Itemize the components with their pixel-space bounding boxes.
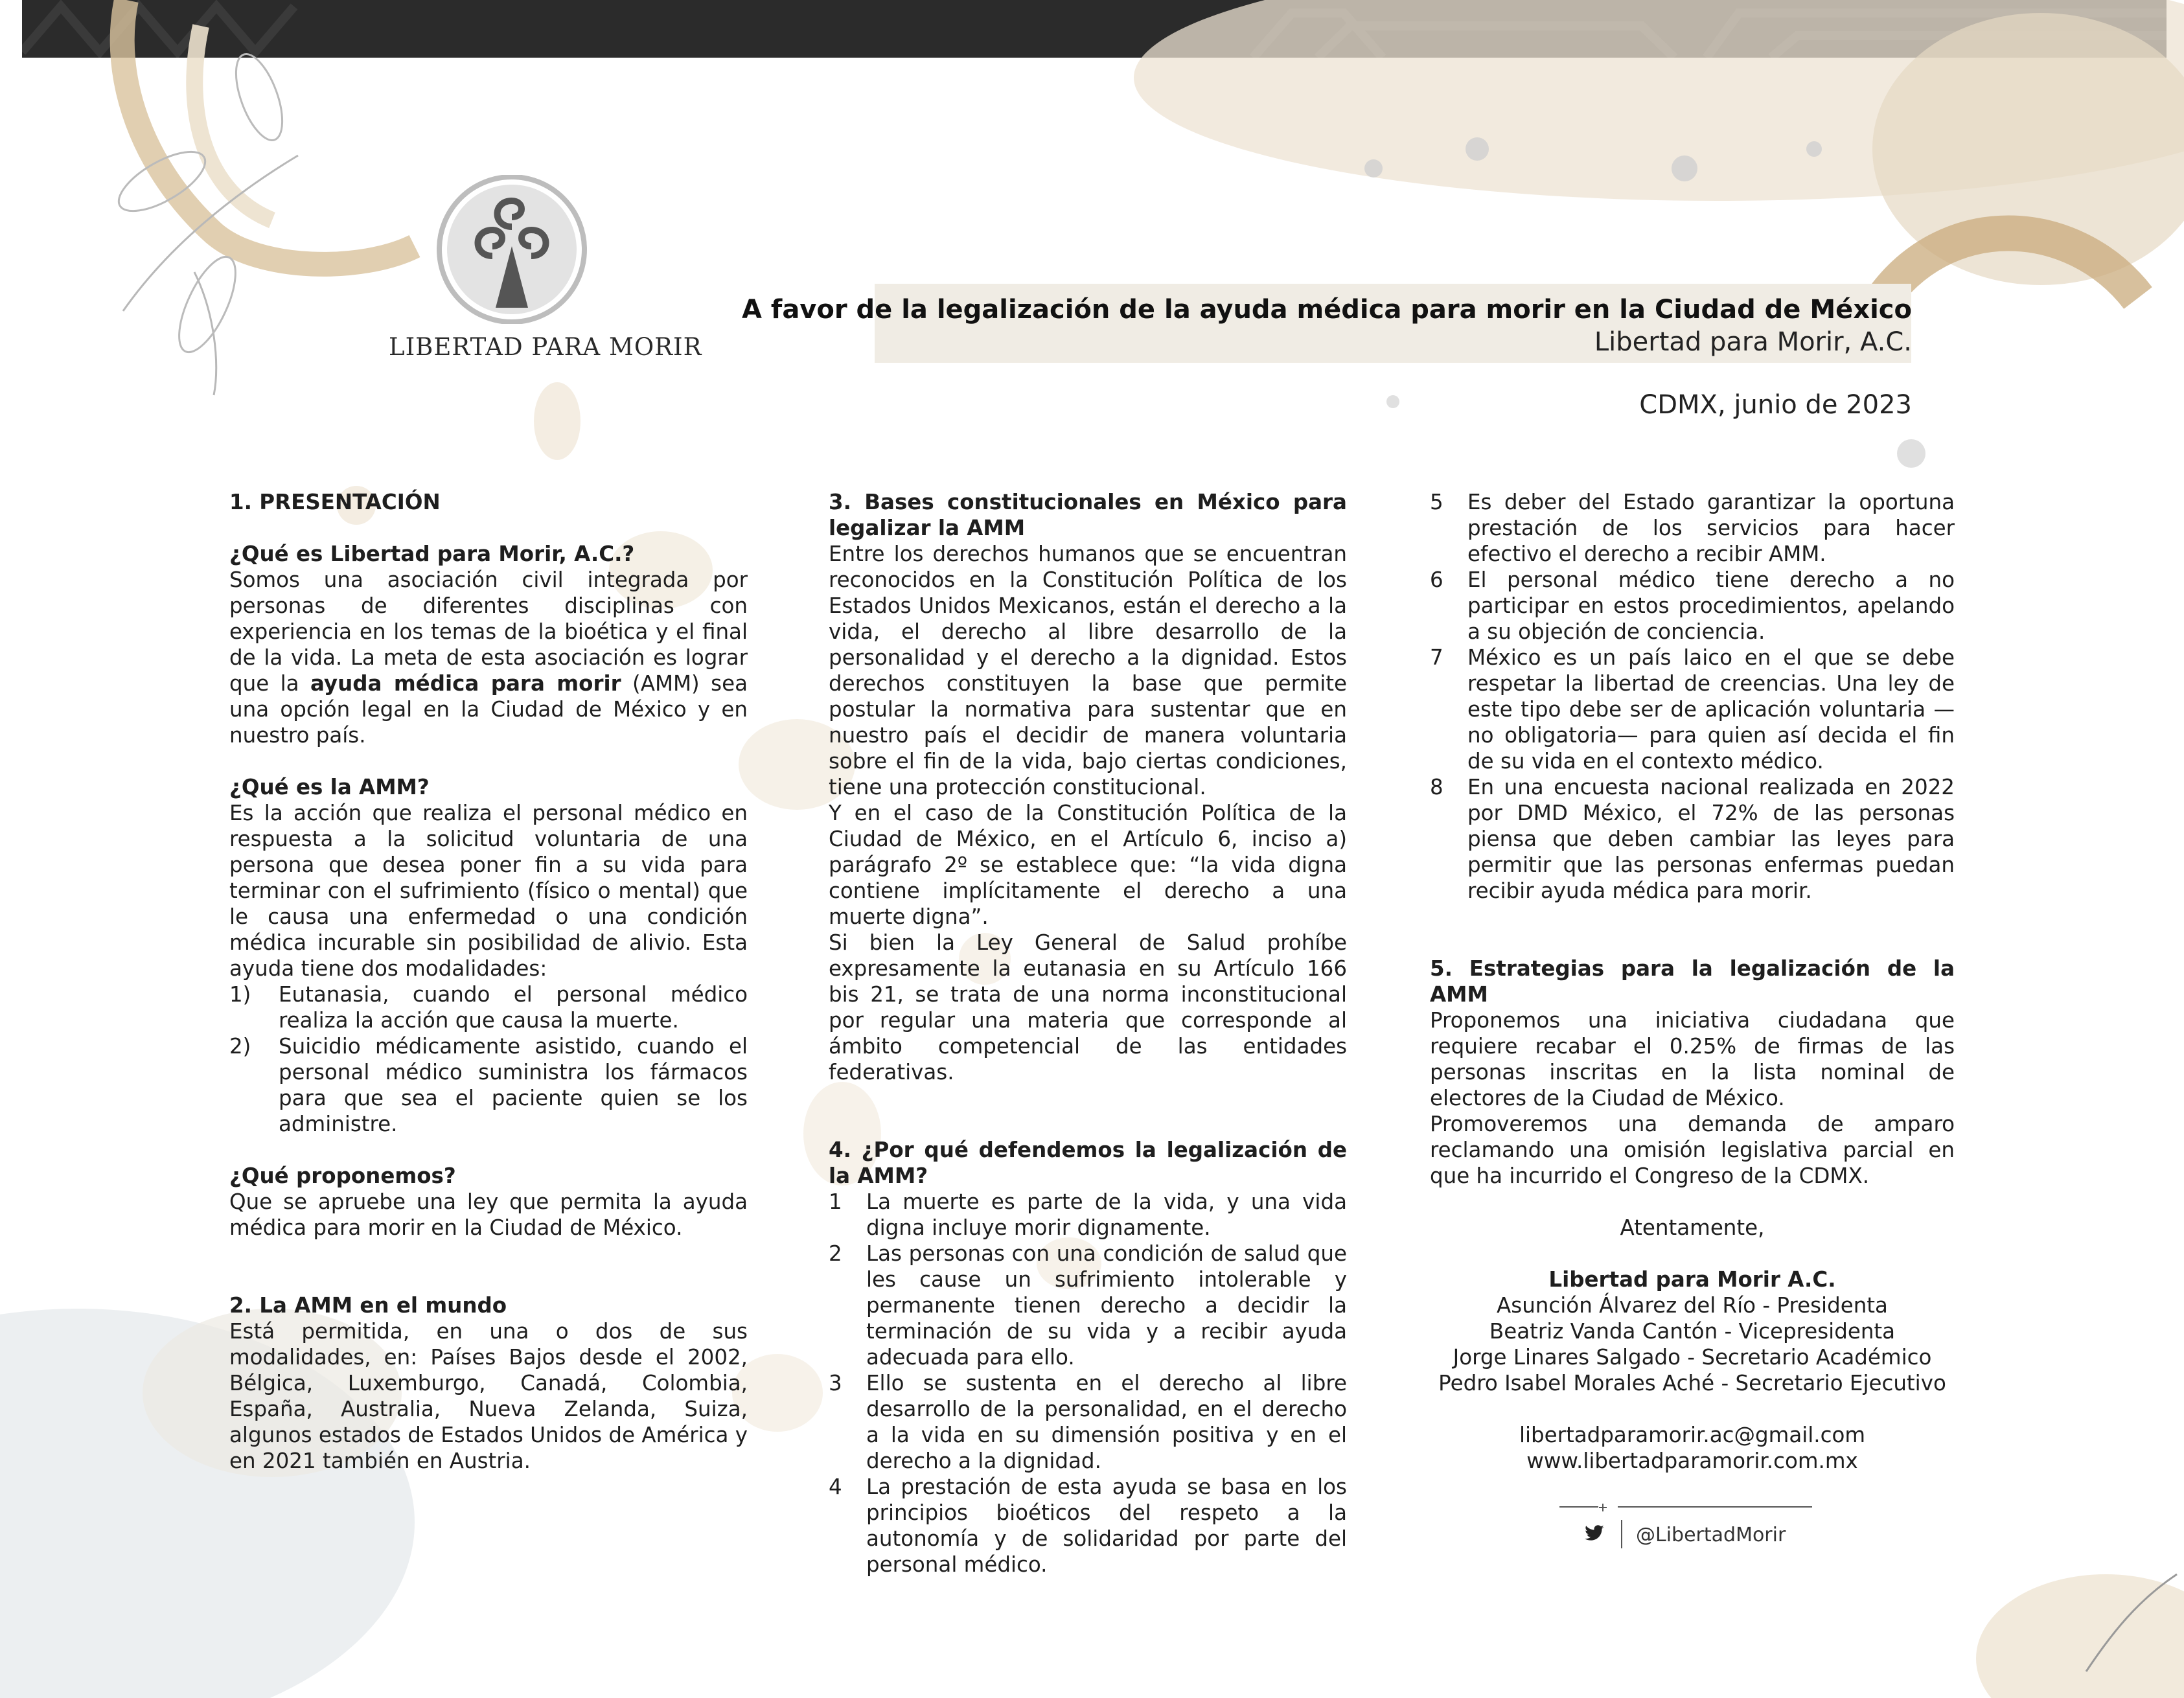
column-2	[829, 489, 1347, 1578]
section-heading-5: 5. Estrategias para la legalización de la AMM	[1430, 956, 1955, 1007]
list-item	[829, 1370, 1347, 1474]
plus-divider-icon	[1595, 1500, 1611, 1515]
paragraph: Entre los derechos humanos que se encuentran reconocidos en la Constitución Política de los Estados Unidos Mexicanos, están el derecho a la vida, el derecho al libre desarrollo de la personalidad y el derecho a la dignidad. Estos derechos constituyen la base que permite postular la normativa para sustentar que en nuestro país el decidir de manera voluntaria sobre el fin de la vida, bajo ciertas condiciones, tiene una protección constitucional.	[829, 542, 1347, 799]
list-marker: 1)	[229, 982, 251, 1007]
paragraph: Que se apruebe una ley que permita la ayuda médica para morir en la Ciudad de México.	[229, 1189, 748, 1240]
email-link[interactable]: libertadparamorir.ac@gmail.com	[1519, 1423, 1866, 1447]
list-text: Las personas con una condición de salud que les cause un sufrimiento intolerable y permanente tienen derecho a decidir la terminación de su vida y a recibir ayuda adecuada para ello.	[866, 1241, 1347, 1370]
list-item	[829, 1189, 1347, 1241]
section-heading-4: 4. ¿Por qué defendemos la legalización de la AMM?	[829, 1138, 1347, 1188]
section-heading-3: 3. Bases constitucionales en México para legalizar la AMM	[829, 490, 1347, 540]
list-marker: 2)	[229, 1034, 251, 1059]
list-marker: 7	[1430, 645, 1443, 670]
column-1	[229, 489, 748, 1474]
bold-term: ayuda médica para morir	[310, 671, 621, 696]
question-heading: ¿Qué es Libertad para Morir, A.C.?	[229, 542, 635, 566]
paragraph: Si bien la Ley General de Salud prohíbe expresamente la eutanasia en su Artículo 166 bis 21, se trata de una norma inconstitucional por regular una materia que corresponde al ámbito competencial de las entidades federativas.	[829, 930, 1347, 1084]
list-text: La muerte es parte de la vida, y una vida digna incluye morir dignamente.	[866, 1189, 1347, 1240]
paragraph: Es la acción que realiza el personal médico en respuesta a la solicitud voluntaria de una persona que desea poner fin a su vida para terminar con el sufrimiento (físico o mental) que le causa una enfermedad o una condición médica incurable sin posibilidad de alivio. Esta ayuda tiene dos modalidades:	[229, 801, 748, 981]
list-text: Eutanasia, cuando el personal médico realiza la acción que causa la muerte.	[279, 982, 748, 1033]
logo-text: LIBERTAD PARA MORIR	[389, 333, 702, 361]
list-marker: 8	[1430, 775, 1443, 799]
page-subtitle: Libertad para Morir, A.C.	[1594, 327, 1912, 357]
list-item	[1430, 567, 1955, 645]
social-block	[1559, 1497, 1819, 1548]
signatory: Pedro Isabel Morales Aché - Secretario Ejecutivo	[1438, 1371, 1946, 1395]
twitter-bird-icon[interactable]	[1584, 1524, 1605, 1543]
triskelion-logo-icon	[434, 175, 590, 324]
closing: Atentamente,	[1620, 1215, 1765, 1240]
signature-block	[1430, 1215, 1955, 1474]
list-marker: 5	[1430, 490, 1443, 514]
divider	[1559, 1506, 1598, 1508]
section-heading-1: 1. PRESENTACIÓN	[229, 490, 441, 514]
page-title: A favor de la legalización de la ayuda médica para morir en la Ciudad de México	[742, 295, 1912, 325]
paragraph: Y en el caso de la Constitución Política de la Ciudad de México, en el Artículo 6, inciso a) parágrafo 2º se establece que: “la vida digna contiene implícitamente el derecho a una muerte digna”.	[829, 801, 1347, 929]
date-line: CDMX, junio de 2023	[1639, 390, 1912, 420]
paragraph: Promoveremos una demanda de amparo reclamando una omisión legislativa parcial en que ha incurrido el Congreso de la CDMX.	[1430, 1112, 1955, 1188]
list-text: Es deber del Estado garantizar la oportuna prestación de los servicios para hacer efectivo el derecho a recibir AMM.	[1467, 490, 1955, 566]
divider	[1618, 1506, 1812, 1508]
column-3	[1430, 489, 1955, 1189]
list-marker: 2	[829, 1241, 842, 1266]
list-text: La prestación de esta ayuda se basa en los principios bioéticos del respeto a la autonomía y de solidaridad por parte del personal médico.	[866, 1474, 1347, 1577]
list-item	[229, 1033, 748, 1137]
paragraph: Proponemos una iniciativa ciudadana que requiere recabar el 0.25% de firmas de las personas inscritas en la lista nominal de electores de la Ciudad de México.	[1430, 1008, 1955, 1110]
list-text: Ello se sustenta en el derecho al libre desarrollo de la personalidad, en el derecho a la vida en su dimensión positiva y en el derecho a la dignidad.	[866, 1371, 1347, 1473]
paragraph-text: (AMM) sea una opción legal en la Ciudad de México y en nuestro país.	[229, 671, 748, 748]
list-text: En una encuesta nacional realizada en 2022 por DMD México, el 72% de las personas piensa que deben cambiar las leyes para permitir que las personas enfermas puedan recibir ayuda médica para morir.	[1467, 775, 1955, 903]
list-text: Suicidio médicamente asistido, cuando el personal médico suministra los fármacos para que sea el paciente quien se los administre.	[279, 1034, 748, 1136]
twitter-handle[interactable]: @LibertadMorir	[1636, 1524, 1786, 1546]
list-marker: 4	[829, 1474, 842, 1499]
signatory: Jorge Linares Salgado - Secretario Académico	[1453, 1345, 1932, 1370]
paragraph	[229, 567, 748, 748]
list-text: El personal médico tiene derecho a no participar en estos procedimientos, apelando a su objeción de conciencia.	[1467, 568, 1955, 644]
list-item	[229, 981, 748, 1033]
signatory: Beatriz Vanda Cantón - Vicepresidenta	[1489, 1319, 1896, 1344]
paragraph-text: Somos una asociación civil integrada por personas de diferentes disciplinas con experiencia en los temas de la bioética y el final de la vida. La meta de esta asociación es lograr que la	[229, 568, 748, 696]
organization-name: Libertad para Morir A.C.	[1548, 1267, 1836, 1292]
list-item	[1430, 489, 1955, 567]
list-item	[829, 1474, 1347, 1578]
signatory: Asunción Álvarez del Río - Presidenta	[1497, 1293, 1888, 1318]
logo	[389, 175, 702, 361]
list-marker: 3	[829, 1371, 842, 1395]
list-marker: 1	[829, 1189, 842, 1214]
list-item	[1430, 774, 1955, 904]
divider	[1621, 1520, 1622, 1548]
question-heading: ¿Qué proponemos?	[229, 1164, 456, 1188]
list-item	[829, 1241, 1347, 1370]
list-item	[1430, 645, 1955, 774]
paragraph: Está permitida, en una o dos de sus modalidades, en: Países Bajos desde el 2002, Bélgica, Luxemburgo, Canadá, Colombia, España, Australia, Nueva Zelanda, Suiza, algunos estados de Estados Unidos de América y en 2021 también en Austria.	[229, 1319, 748, 1473]
section-heading-2: 2. La AMM en el mundo	[229, 1293, 507, 1318]
website-link[interactable]: www.libertadparamorir.com.mx	[1526, 1449, 1858, 1473]
list-text: México es un país laico en el que se debe respetar la libertad de creencias. Una ley de este tipo debe ser de aplicación voluntaria —no obligatoria— para quien así decida el fin de su vida en el contexto médico.	[1467, 645, 1955, 774]
list-marker: 6	[1430, 568, 1443, 592]
question-heading: ¿Qué es la AMM?	[229, 775, 430, 799]
